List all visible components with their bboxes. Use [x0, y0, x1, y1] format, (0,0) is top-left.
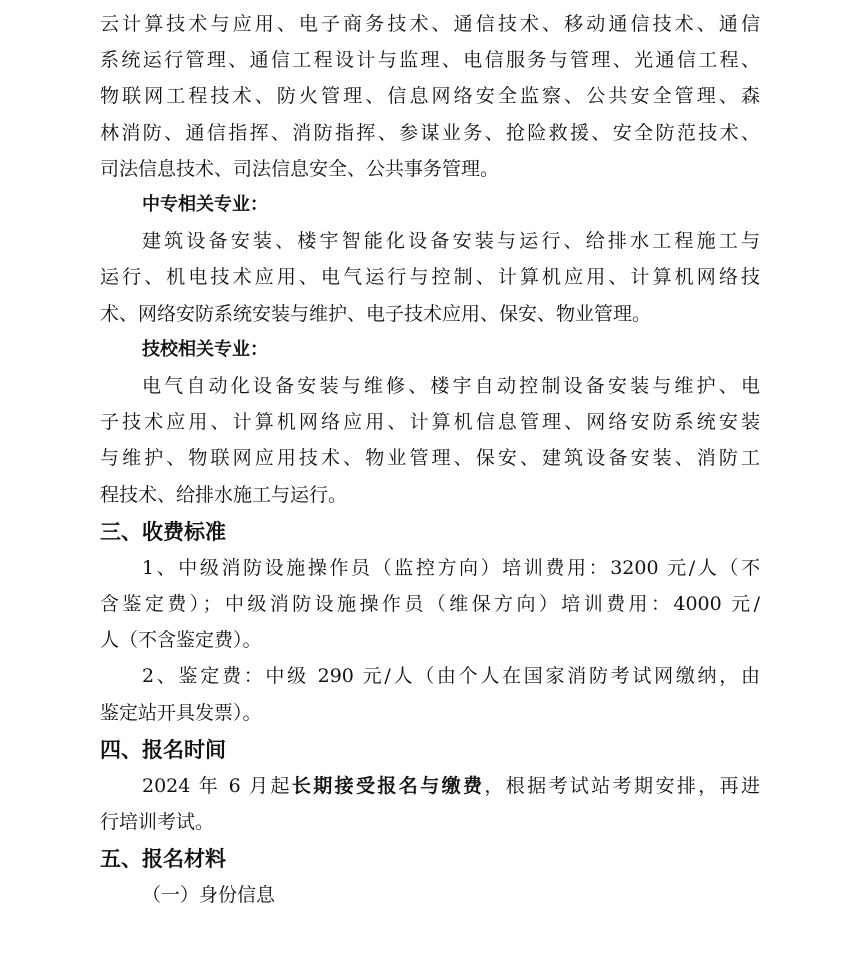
- text-line: 术、网络安防系统安装与维护、电子技术应用、保安、物业管理。: [100, 302, 652, 325]
- registration-time-paragraph: [100, 768, 866, 840]
- text-line: 建筑设备安装、楼宇智能化设备安装与运行、给排水工程施工与: [142, 230, 760, 253]
- text-line: 人（不含鉴定费）。: [100, 629, 262, 652]
- fees-item-2: [100, 658, 866, 730]
- text-line: 运行、机电技术应用、电气运行与控制、计算机应用、计算机网络技: [100, 266, 760, 289]
- text-line: 子技术应用、计算机网络应用、计算机信息管理、网络安防系统安装: [100, 411, 760, 434]
- text-line: 司法信息技术、司法信息安全、公共事务管理。: [100, 157, 500, 180]
- text-line: 云计算技术与应用、电子商务技术、通信技术、移动通信技术、通信: [100, 13, 760, 35]
- zhongzhuan-heading: 中专相关专业：: [142, 194, 268, 216]
- fees-item-1: [100, 550, 866, 659]
- materials-item-identity: （一）身份信息: [142, 884, 276, 907]
- text-line: 物联网工程技术、防火管理、信息网络安全监察、公共安全管理、森: [100, 85, 760, 108]
- text-line: 林消防、通信指挥、消防指挥、参谋业务、抢险救援、安全防范技术、: [100, 121, 760, 144]
- section-heading-registration-time: 四、报名时间: [100, 737, 226, 762]
- text-line: 系统运行管理、通信工程设计与监理、电信服务与管理、光通信工程、: [100, 49, 760, 72]
- text-segment: ，根据考试站考期安排，再进: [484, 774, 760, 797]
- jixiao-paragraph: [100, 368, 866, 513]
- major-list-paragraph: [100, 6, 866, 187]
- section-heading-fees: 三、收费标准: [100, 519, 226, 544]
- emphasis-text: 长期接受报名与缴费: [291, 774, 485, 797]
- text-segment: 2024 年 6 月起: [142, 774, 292, 797]
- zhongzhuan-paragraph: [100, 223, 866, 332]
- section-heading-registration-materials: 五、报名材料: [100, 847, 226, 872]
- text-line: 与维护、物联网应用技术、物业管理、保安、建筑设备安装、消防工: [100, 447, 760, 470]
- text-line: 鉴定站开具发票）。: [100, 701, 262, 724]
- text-line: 含鉴定费）；中级消防设施操作员（维保方向）培训费用：4000 元/: [100, 593, 760, 616]
- text-line: 电气自动化设备安装与维修、楼宇自动控制设备安装与维护、电: [142, 375, 760, 398]
- jixiao-heading: 技校相关专业：: [142, 338, 268, 360]
- text-line: 行培训考试。: [100, 811, 215, 834]
- text-line: 程技术、给排水施工与运行。: [100, 483, 348, 506]
- text-line: [100, 768, 760, 804]
- text-line: 1、中级消防设施操作员（监控方向）培训费用：3200 元/人（不: [142, 556, 760, 579]
- text-line: 2、鉴定费：中级 290 元/人（由个人在国家消防考试网缴纳，由: [142, 665, 760, 688]
